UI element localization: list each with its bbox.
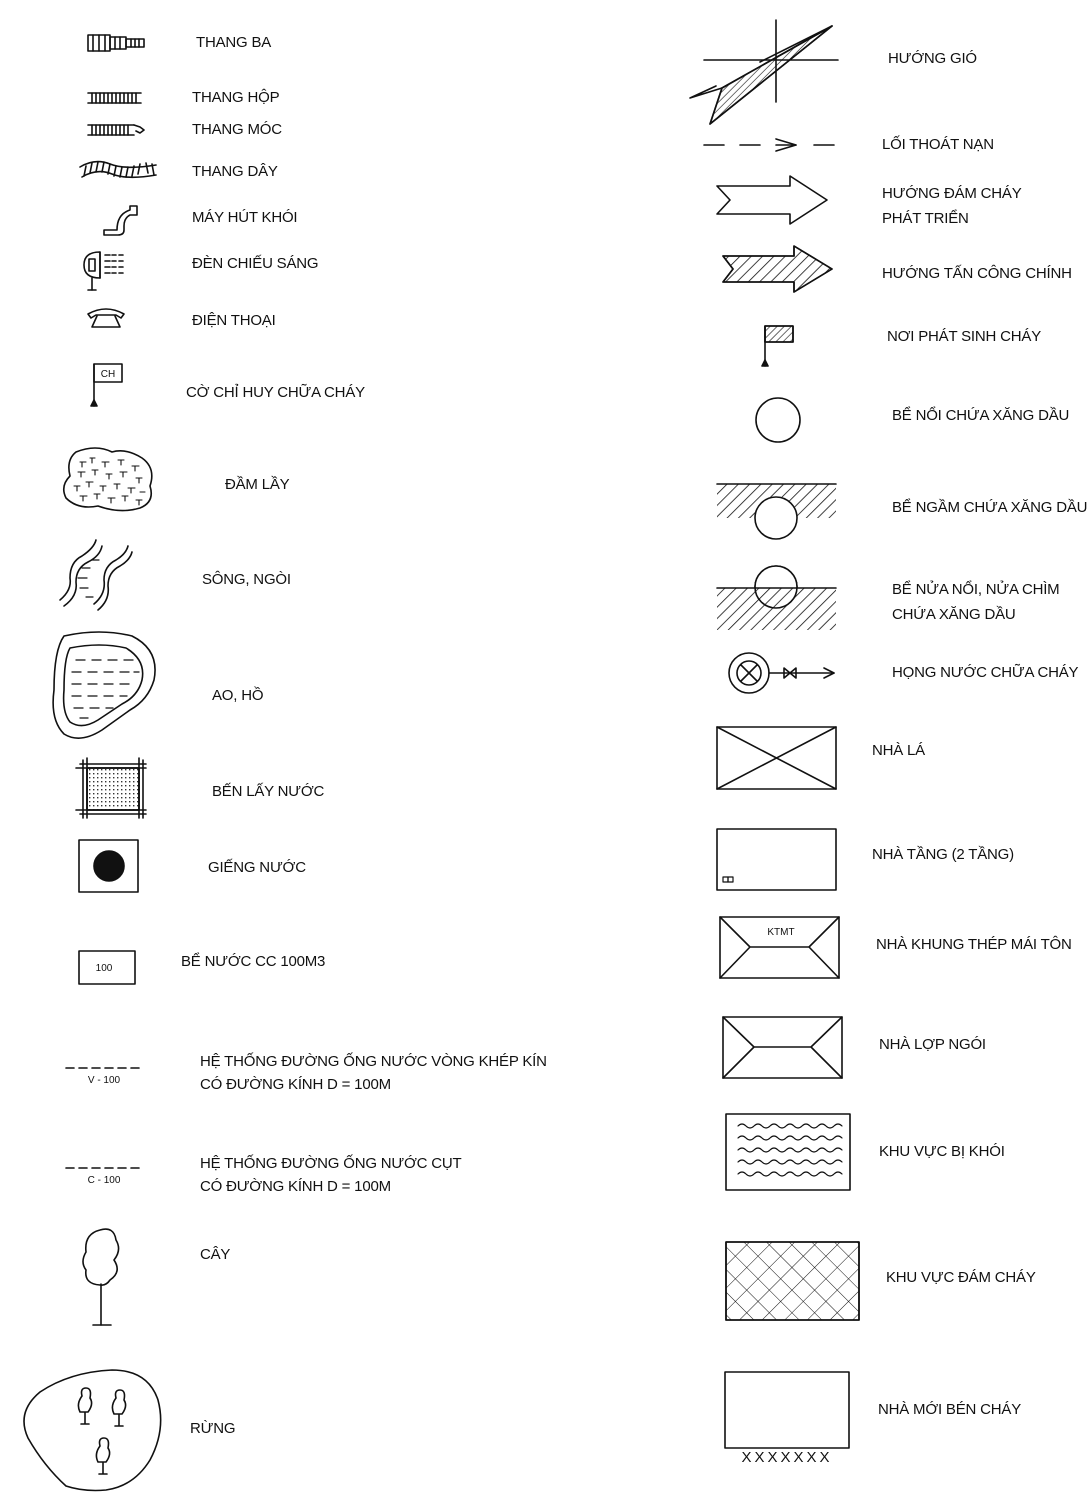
thatched-house-icon: [717, 727, 836, 789]
label-huong-dam-chay-2: PHÁT TRIỂN: [882, 210, 969, 227]
box-ladder-icon: [88, 93, 141, 103]
swamp-icon: [64, 448, 152, 511]
label-nha-la: NHÀ LÁ: [872, 742, 925, 759]
two-storey-building-icon: [717, 829, 836, 890]
label-may-hut-khoi: MÁY HÚT KHÓI: [192, 209, 298, 226]
label-co-chi-huy: CỜ CHỈ HUY CHỮA CHÁY: [186, 384, 365, 401]
label-nha-tang: NHÀ TẦNG (2 TẦNG): [872, 846, 1014, 863]
underground-tank-icon: [717, 484, 836, 539]
label-khu-vuc-khoi: KHU VỰC BỊ KHÓI: [879, 1143, 1005, 1160]
label-noi-phat-sinh: NƠI PHÁT SINH CHÁY: [887, 328, 1042, 345]
label-be-nuoc: BỂ NƯỚC CC 100M3: [181, 953, 326, 970]
triple-ladder-icon: [88, 35, 144, 51]
newly-ignited-building-icon: [725, 1372, 849, 1448]
wind-direction-icon: [690, 20, 838, 124]
label-hong-nuoc: HỌNG NƯỚC CHỮA CHÁY: [892, 664, 1079, 681]
label-ong-cut-1: HỆ THỐNG ĐƯỜNG ỐNG NƯỚC CỤT: [200, 1155, 462, 1172]
above-ground-tank-icon: [756, 398, 800, 442]
forest-icon: [24, 1370, 161, 1491]
label-song-ngoi: SÔNG, NGÒI: [202, 571, 291, 588]
label-ong-vong-2: CÓ ĐƯỜNG KÍNH D = 100M: [200, 1076, 391, 1093]
label-huong-dam-chay-1: HƯỚNG ĐÁM CHÁY: [882, 185, 1022, 202]
label-nha-lop-ngoi: NHÀ LỢP NGÓI: [879, 1036, 986, 1053]
newly-ignited-marks: XXXXXXX: [741, 1449, 833, 1466]
command-flag-tag: CH: [100, 369, 116, 380]
tiled-roof-house-icon: [723, 1017, 842, 1078]
main-attack-arrow-icon: [723, 246, 832, 292]
tree-icon: [83, 1229, 119, 1325]
escape-route-icon: [704, 139, 834, 151]
label-ong-cut-2: CÓ ĐƯỜNG KÍNH D = 100M: [200, 1178, 391, 1195]
label-den-chieu-sang: ĐÈN CHIẾU SÁNG: [192, 255, 319, 272]
hook-ladder-icon: [88, 125, 144, 135]
rope-ladder-icon: [80, 162, 156, 178]
label-dien-thoai: ĐIỆN THOẠI: [192, 312, 276, 329]
label-be-noi: BỂ NỔI CHỨA XĂNG DẦU: [892, 407, 1070, 424]
label-thang-hop: THANG HỘP: [192, 89, 280, 106]
label-ao-ho: AO, HỒ: [212, 687, 264, 704]
label-be-nua-2: CHỨA XĂNG DẦU: [892, 606, 1016, 623]
river-icon: [60, 540, 132, 610]
looped-pipe-tag: V - 100: [87, 1075, 121, 1086]
label-dam-lay: ĐẦM LẦY: [225, 476, 290, 493]
pond-icon: [53, 632, 155, 738]
label-khu-vuc-dam-chay: KHU VỰC ĐÁM CHÁY: [886, 1269, 1036, 1286]
label-be-nua-1: BỂ NỬA NỔI, NỬA CHÌM: [892, 581, 1060, 598]
label-thang-moc: THANG MÓC: [192, 121, 282, 138]
label-thang-ba: THANG BA: [196, 34, 272, 51]
label-huong-gio: HƯỚNG GIÓ: [888, 50, 977, 67]
smoke-zone-icon: [726, 1114, 850, 1190]
label-gieng-nuoc: GIẾNG NƯỚC: [208, 859, 306, 876]
label-ben-lay-nuoc: BẾN LẤY NƯỚC: [212, 783, 325, 800]
label-loi-thoat-nan: LỐI THOÁT NẠN: [882, 136, 994, 153]
label-cay: CÂY: [200, 1246, 231, 1263]
smoke-extractor-icon: [104, 206, 137, 235]
floodlight-icon: [84, 252, 123, 290]
water-tank-tag: 100: [95, 963, 113, 974]
well-icon: [79, 840, 138, 892]
label-be-ngam: BỂ NGẦM CHỨA XĂNG DẦU: [892, 499, 1088, 516]
label-nha-khung: NHÀ KHUNG THÉP MÁI TÔN: [876, 936, 1072, 953]
fire-zone-icon: [726, 1242, 859, 1320]
label-ong-vong-1: HỆ THỐNG ĐƯỜNG ỐNG NƯỚC VÒNG KHÉP KÍN: [200, 1053, 547, 1070]
steel-frame-tag: KTMT: [767, 927, 795, 938]
label-thang-day: THANG DÂY: [192, 163, 278, 180]
water-intake-icon: [76, 758, 146, 818]
label-rung: RỪNG: [190, 1420, 236, 1437]
label-huong-tan-cong: HƯỚNG TẤN CÔNG CHÍNH: [882, 265, 1072, 282]
telephone-icon: [88, 309, 124, 327]
dead-end-pipe-tag: C - 100: [87, 1175, 121, 1186]
fire-origin-flag-icon: [762, 326, 793, 366]
semi-buried-tank-icon: [717, 566, 836, 630]
fire-hydrant-icon: [729, 653, 834, 693]
fire-spread-arrow-icon: [717, 176, 827, 224]
label-nha-moi-ben: NHÀ MỚI BÉN CHÁY: [878, 1401, 1022, 1418]
